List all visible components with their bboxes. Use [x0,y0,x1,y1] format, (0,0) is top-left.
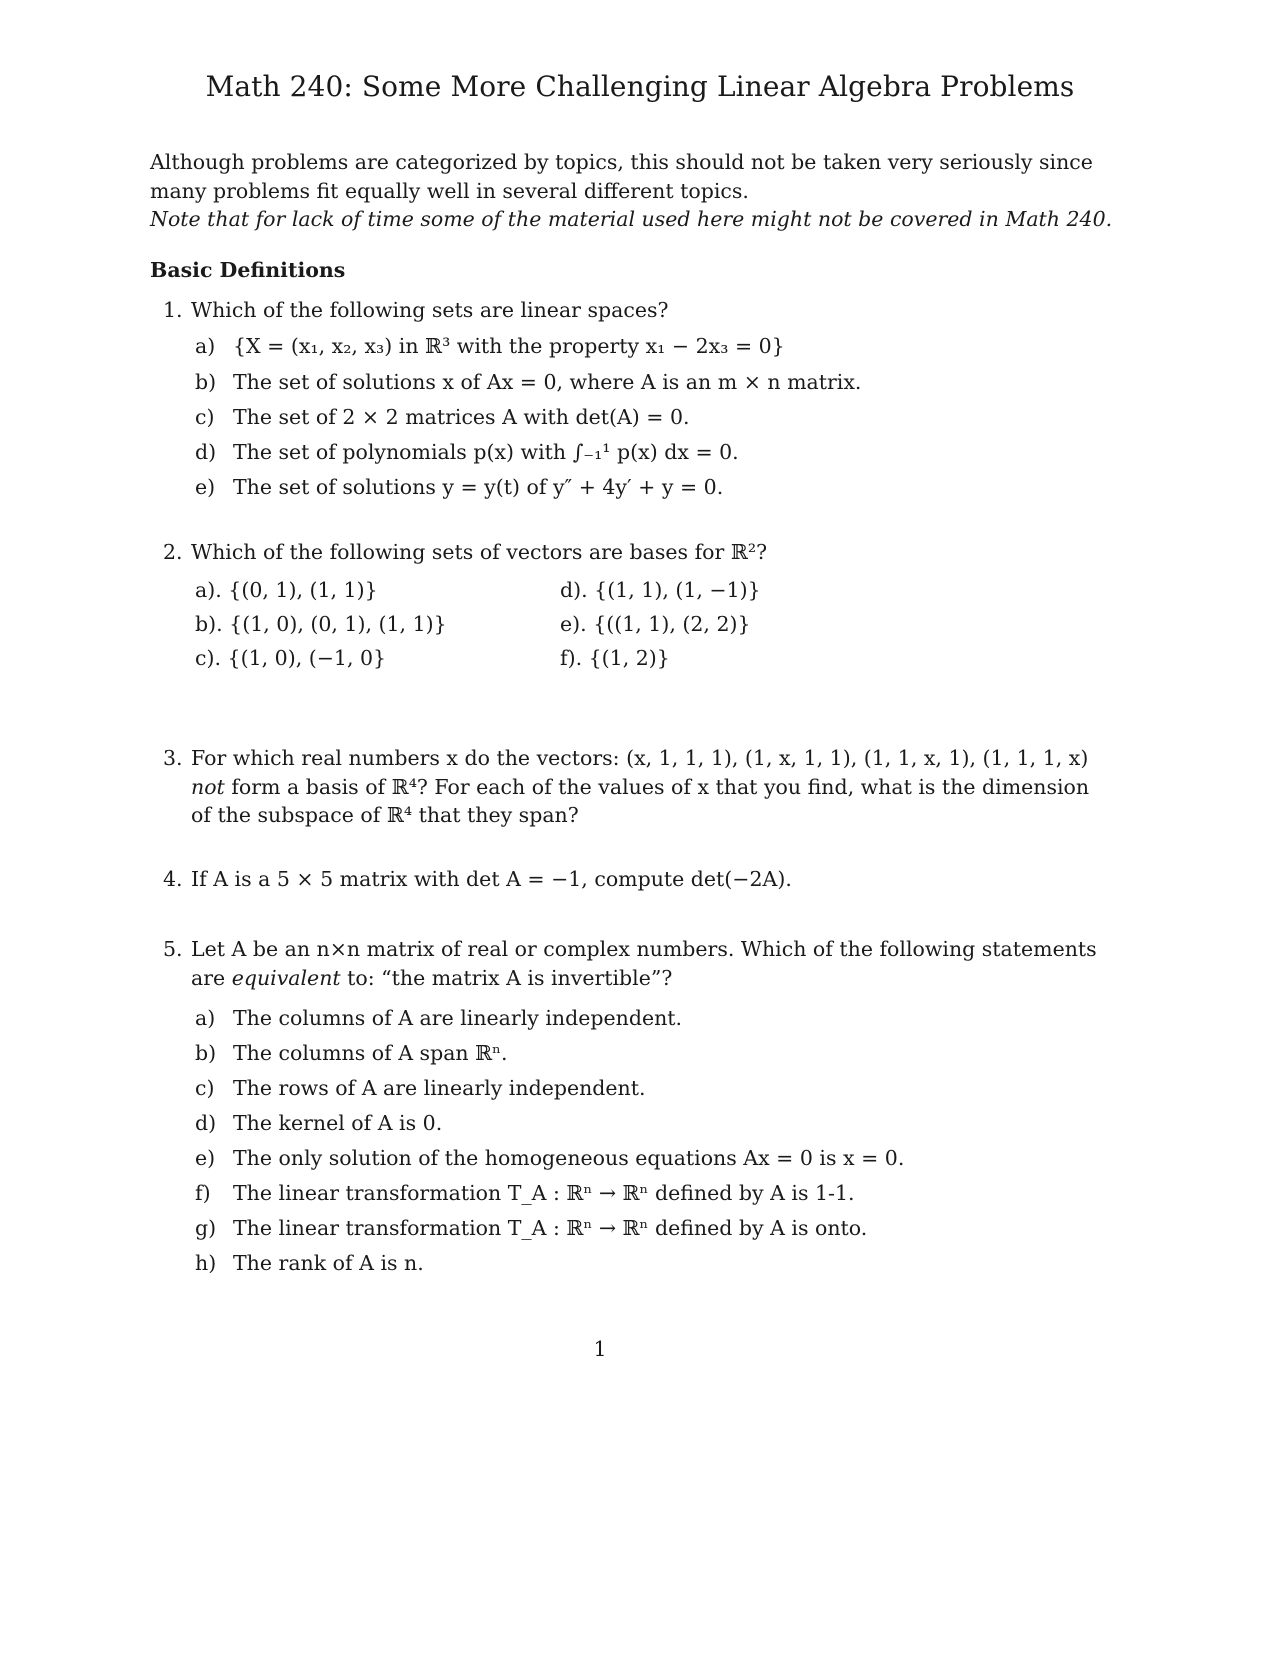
question-line [191,773,1091,802]
list-item [195,440,739,464]
intro-paragraph [150,148,1113,234]
item-text: The rows of A are linearly independent. [233,1076,646,1100]
item-text: The columns of A are linearly independent. [233,1006,683,1030]
list-item [195,1216,867,1240]
item-text: {X = (x₁, x₂, x₃) in ℝ³ with the property x₁ − 2x₃ = 0} [233,334,785,358]
question-number: 1. [163,298,183,322]
item-text: The set of 2 × 2 matrices A with det(A) = 0. [233,405,690,429]
item-text: The only solution of the homogeneous equations Ax = 0 is x = 0. [233,1146,905,1170]
list-item [195,1251,424,1275]
list-item [195,1076,646,1100]
item-label: b) [195,370,217,394]
list-item [195,1111,442,1135]
question-number: 5. [163,937,183,961]
question-line-text: are [191,965,226,990]
option [195,646,386,670]
question-line: of the subspace of ℝ⁴ that they span? [191,803,579,827]
option-text: {(1, 0), (0, 1), (1, 1)} [229,612,447,636]
option [560,578,761,602]
question-number: 3. [163,746,183,770]
item-label: b) [195,1041,217,1065]
option-text: {(0, 1), (1, 1)} [228,578,378,602]
list-item [195,1146,904,1170]
page-number: 1 [593,1337,607,1361]
item-text: The linear transformation T_A : ℝⁿ → ℝⁿ defined by A is 1-1. [233,1181,855,1205]
page-title: Math 240: Some More Challenging Linear Algebra Problems [205,70,1075,103]
item-label: g) [195,1216,217,1240]
question-line-text: form a basis of ℝ⁴? For each of the values of x that you find, what is the dimension [231,774,1090,799]
list-item [195,1181,855,1205]
question-line: Let A be an n×n matrix of real or complex numbers. Which of the following statements [191,937,1097,961]
option-label: e). [560,612,587,636]
item-label: c) [195,1076,215,1100]
intro-note: Note that for lack of time some of the material used here might not be covered in Math 240. [150,207,1113,231]
option-text: {((1, 1), (2, 2)} [593,612,751,636]
intro-line: Although problems are categorized by topics, this should not be taken very seriously since [150,150,1093,174]
item-text: The set of solutions x of Ax = 0, where A is an m × n matrix. [233,370,862,394]
item-text: The set of polynomials p(x) with ∫₋₁¹ p(x) dx = 0. [233,440,739,464]
item-label: f) [195,1181,211,1205]
list-item [195,370,861,394]
option [560,646,670,670]
option-label: c). [195,646,221,670]
question-line [191,964,1091,993]
item-label: e) [195,1146,216,1170]
item-label: c) [195,405,215,429]
item-label: d) [195,1111,217,1135]
question-prompt: Which of the following sets of vectors are bases for ℝ²? [191,540,768,564]
question-number: 2. [163,540,183,564]
item-label: e) [195,475,216,499]
item-text: The linear transformation T_A : ℝⁿ → ℝⁿ defined by A is onto. [233,1216,868,1240]
intro-line: many problems fit equally well in several different topics. [150,178,749,203]
list-item [195,475,723,499]
item-text: The columns of A span ℝⁿ. [233,1041,508,1065]
question-line-text: to: “the matrix A is invertible”? [347,965,673,990]
option [195,578,378,602]
question-number: 4. [163,867,183,891]
option-label: a). [195,578,222,602]
item-label: d) [195,440,217,464]
item-label: a) [195,1006,216,1030]
option-text: {(1, 2)} [588,646,670,670]
item-text: The set of solutions y = y(t) of y″ + 4y′ + y = 0. [233,475,724,499]
list-item [195,1041,508,1065]
emphasis: not [191,774,225,799]
option [560,612,751,636]
item-text: The kernel of A is 0. [233,1111,443,1135]
item-label: a) [195,334,216,358]
question-text: If A is a 5 × 5 matrix with det A = −1, compute det(−2A). [191,867,792,891]
option-label: d). [560,578,588,602]
section-heading: Basic Definitions [150,258,346,282]
option-text: {(1, 1), (1, −1)} [594,578,761,602]
option [195,612,447,636]
option-label: f). [560,646,583,670]
list-item [195,405,690,429]
question-prompt: Which of the following sets are linear spaces? [191,298,669,322]
question-line: For which real numbers x do the vectors: (x, 1, 1, 1), (1, x, 1, 1), (1, 1, x, 1), (1, 1, 1, x) [191,746,1089,770]
option-text: {(1, 0), (−1, 0} [227,646,387,670]
emphasis: equivalent [231,965,341,990]
item-text: The rank of A is n. [233,1251,424,1275]
item-label: h) [195,1251,217,1275]
option-label: b). [195,612,223,636]
list-item [195,334,785,358]
list-item [195,1006,682,1030]
